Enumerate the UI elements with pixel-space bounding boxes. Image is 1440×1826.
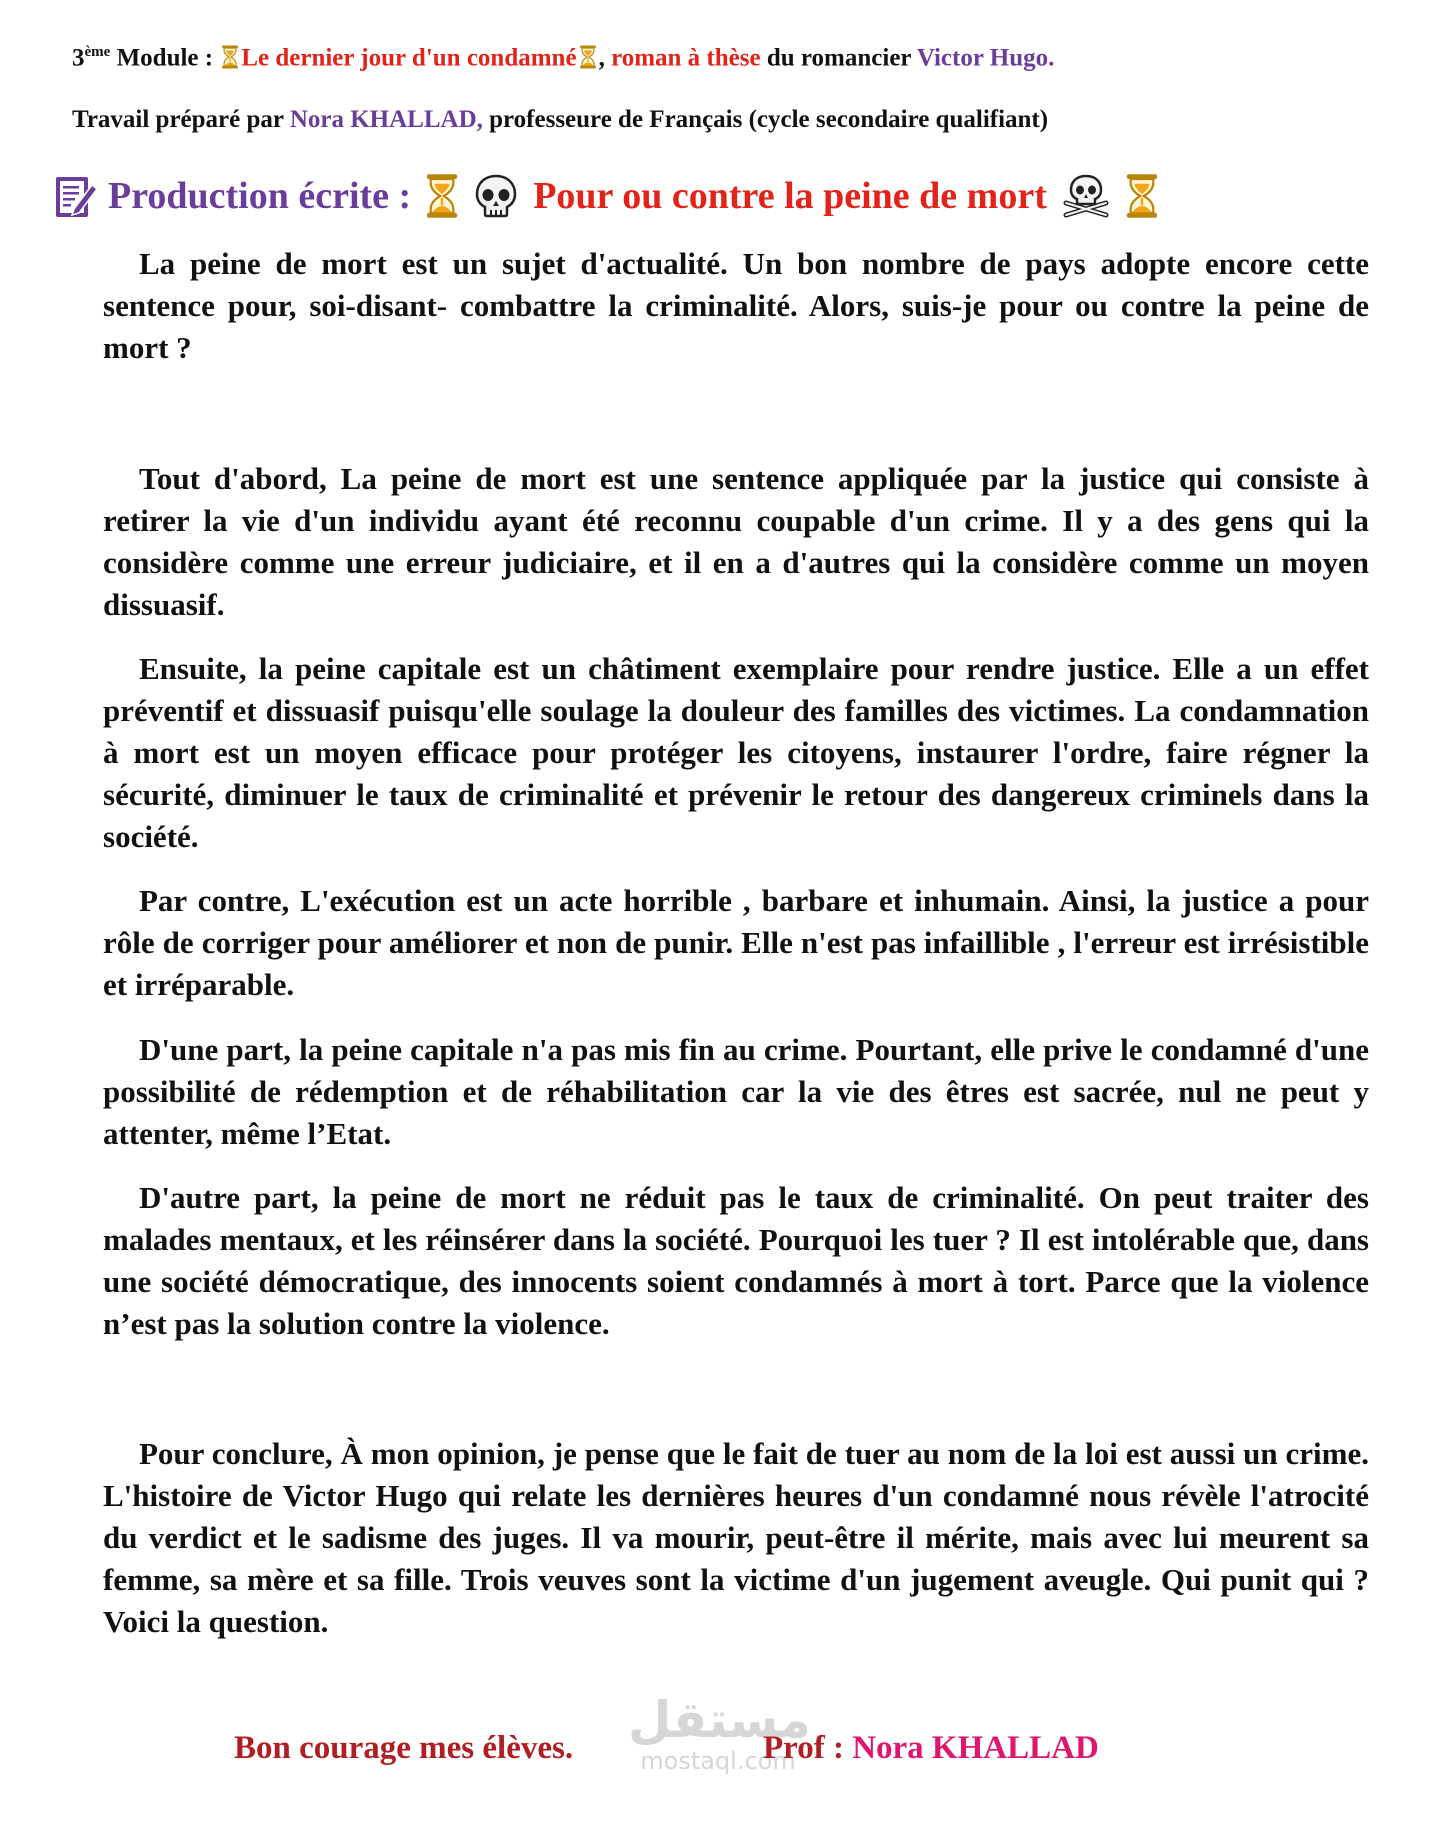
header-author-line <box>72 106 1048 134</box>
paragraph-introduction: La peine de mort est un sujet d'actualité. Un bon nombre de pays adopte encore cette sentence pour, soi-disant- combattre la criminalité. Alors, suis-je pour ou contre la peine de mort ? <box>103 246 1369 365</box>
hourglass-icon <box>425 173 459 219</box>
hourglass-icon <box>221 45 239 69</box>
title-text: Pour ou contre la peine de mort <box>533 175 1047 217</box>
separator: , <box>598 44 612 72</box>
prof-name: Nora KHALLAD <box>852 1730 1099 1766</box>
teacher-name: Nora KHALLAD, <box>289 106 483 133</box>
hourglass-icon <box>1125 173 1159 219</box>
paragraph-conclusion: Pour conclure, À mon opinion, je pense que le fait de tuer au nom de la loi est aussi un crime. L'histoire de Victor Hugo qui relate les dernières heures d'un condamné nous révèle l'atrocité du verdict et le sadisme des juges. Il va mourir, peut-être il mérite, mais avec lui meurent sa femme, sa mère et sa fille. Trois veuves sont la victime d'un jugement aveugle. Qui punit qui ? Voici la question. <box>103 1436 1369 1639</box>
prepared-by-label: Travail préparé par <box>72 106 290 133</box>
skull-icon <box>473 173 519 219</box>
skull-crossbones-icon <box>1061 173 1111 219</box>
watermark-latin: mostaql.com <box>640 1747 796 1775</box>
section-title <box>54 166 1161 226</box>
production-label: Production écrite : <box>108 175 412 217</box>
module-number: 3 <box>72 44 85 72</box>
footer-encouragement: Bon courage mes élèves. <box>234 1730 574 1766</box>
header-module-line <box>72 44 1054 72</box>
teacher-role: professeure de Français (cycle secondaire qualifiant) <box>482 106 1049 133</box>
watermark-arabic: مستقل <box>628 1691 811 1749</box>
hourglass-icon <box>579 45 597 69</box>
paragraph-definition: Tout d'abord, La peine de mort est une sentence appliquée par la justice qui consiste à retirer la vie d'un individu ayant été reconnu coupable d'un crime. Il y a des gens qui la considère comme une erreur judiciaire, et il en a d'autres qui la considère comme un moyen dissuasif. <box>103 461 1369 622</box>
memo-icon <box>54 173 98 219</box>
prof-label: Prof : <box>763 1730 853 1766</box>
paragraph-arguments-against: Par contre, L'exécution est un acte horrible , barbare et inhumain. Ainsi, la justice a pour rôle de corriger pour améliorer et non de punir. Elle n'est pas infaillible , l'erreur est irrésistible et irréparable. <box>103 883 1369 1002</box>
author-name: Victor Hugo. <box>916 44 1055 72</box>
footer-signature <box>763 1730 1099 1767</box>
module-label: Module : <box>110 44 220 72</box>
module-number-superscript: ème <box>84 44 111 60</box>
book-genre: roman à thèse <box>611 44 761 72</box>
paragraph-other-hand: D'autre part, la peine de mort ne réduit pas le taux de criminalité. On peut traiter des malades mentaux, et les réinsérer dans la société. Pourquoi les tuer ? Il est intolérable que, dans une société démocratique, des innocents soient condamnés à mort à tort. Parce que la violence n’est pas la solution contre la violence. <box>103 1180 1369 1341</box>
paragraph-first-hand: D'une part, la peine capitale n'a pas mis fin au crime. Pourtant, elle prive le condamné d'une possibilité de rédemption et de réhabilitation car la vie des êtres est sacrée, nul ne peut y attenter, même l’Etat. <box>103 1032 1369 1151</box>
author-intro: du romancier <box>760 44 917 72</box>
paragraph-arguments-for: Ensuite, la peine capitale est un châtiment exemplaire pour rendre justice. Elle a un effet préventif et dissuasif puisqu'elle soulage la douleur des familles des victimes. La condamnation à mort est un moyen efficace pour protéger les citoyens, instaurer l'ordre, faire régner la sécurité, diminuer le taux de criminalité et prévenir le retour des dangereux criminels dans la société. <box>103 651 1369 854</box>
book-title: Le dernier jour d'un condamné <box>241 44 577 72</box>
